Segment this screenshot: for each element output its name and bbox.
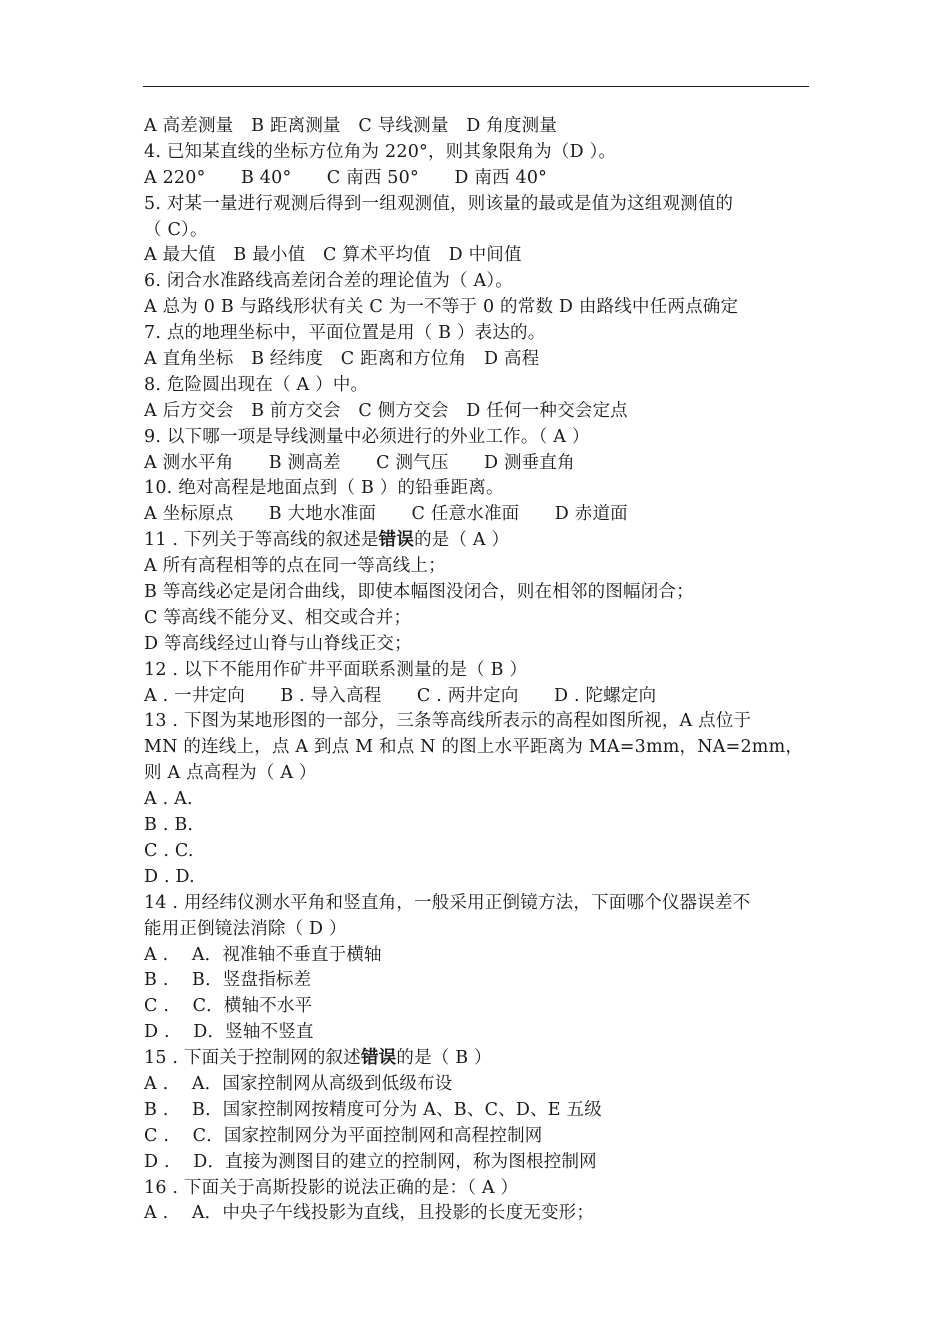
text-line: C . C．国家控制网分为平面控制网和高程控制网 bbox=[144, 1125, 543, 1146]
text-line: A 后方交会 B 前方交会 C 侧方交会 D 任何一种交会定点 bbox=[144, 400, 628, 421]
text-line: 8. 危险圆出现在（ A ）中。 bbox=[144, 374, 369, 395]
text-line: B . B. bbox=[144, 815, 194, 836]
text-line: A 直角坐标 B 经纬度 C 距离和方位角 D 高程 bbox=[144, 349, 540, 370]
text-line: C . C. bbox=[144, 840, 194, 861]
text-line: A 测水平角 B 测高差 C 测气压 D 测垂直角 bbox=[144, 452, 575, 473]
text-line: 5. 对某一量进行观测后得到一组观测值，则该量的最或是值为这组观测值的 bbox=[144, 193, 734, 214]
text-line: A . A．中央子午线投影为直线，且投影的长度无变形； bbox=[144, 1203, 595, 1224]
text-line: 10. 绝对高程是地面点到（ B ）的铅垂距离。 bbox=[144, 478, 504, 499]
text-line: A . A．视准轴不垂直于横轴 bbox=[144, 944, 382, 965]
text-line: B . B．竖盘指标差 bbox=[144, 970, 312, 991]
text-line: B . B．国家控制网按精度可分为 A、B、C、D、E 五级 bbox=[144, 1099, 602, 1120]
text-line: 7. 点的地理坐标中，平面位置是用（ B ）表达的。 bbox=[144, 323, 546, 344]
text-line: C . C．横轴不水平 bbox=[144, 996, 313, 1017]
text-line: 则 A 点高程为（ A ） bbox=[144, 763, 317, 784]
text-line: D . D．竖轴不竖直 bbox=[144, 1022, 314, 1043]
text-line: 12 . 以下不能用作矿井平面联系测量的是（ B ） bbox=[144, 659, 528, 680]
text-line: A 高差测量 B 距离测量 C 导线测量 D 角度测量 bbox=[144, 116, 558, 136]
text-line: A 最大值 B 最小值 C 算术平均值 D 中间值 bbox=[144, 245, 522, 266]
text-line: （ C）。 bbox=[144, 219, 208, 240]
text-line: A 总为 0 B 与路线形状有关 C 为一不等于 0 的常数 D 由路线中任两点确定 bbox=[144, 297, 739, 318]
text-line: A 坐标原点 B 大地水准面 C 任意水准面 D 赤道面 bbox=[144, 504, 628, 525]
text-line: A . A．国家控制网从高级到低级布设 bbox=[144, 1073, 453, 1094]
text-line: D . D．直接为测图目的建立的控制网，称为图根控制网 bbox=[144, 1151, 597, 1172]
text-line: 6. 闭合水准路线高差闭合差的理论值为（ A）。 bbox=[144, 271, 514, 292]
text-line: 11 . 下列关于等高线的叙述是错误的是（ A ） bbox=[144, 530, 510, 551]
text-line: A 220° B 40° C 南西 50° D 南西 40° bbox=[144, 167, 548, 188]
text-line: 13 . 下图为某地形图的一部分，三条等高线所表示的高程如图所视，A 点位于 bbox=[144, 711, 752, 732]
emphasis-text: 错误 bbox=[360, 1048, 397, 1069]
text-line: 能用正倒镜法消除（ D ） bbox=[144, 918, 347, 939]
text-line: A . 一井定向 B . 导入高程 C . 两井定向 D . 陀螺定向 bbox=[144, 685, 657, 706]
text-line: A . A. bbox=[144, 789, 193, 810]
text-line: 16 . 下面关于高斯投影的说法正确的是：（ A ） bbox=[144, 1177, 519, 1198]
text-line: B 等高线必定是闭合曲线，即使本幅图没闭合，则在相邻的图幅闭合； bbox=[144, 582, 694, 603]
question-list bbox=[144, 114, 824, 1227]
text-line: 4. 已知某直线的坐标方位角为 220°，则其象限角为（D ）。 bbox=[144, 141, 617, 162]
text-line: A 所有高程相等的点在同一等高线上； bbox=[144, 556, 446, 577]
text-line: MN 的连线上，点 A 到点 M 和点 N 的图上水平距离为 MA=3mm，NA=2mm， bbox=[144, 737, 804, 758]
text-line: C 等高线不能分叉、相交或合并； bbox=[144, 607, 412, 628]
text-line: D . D. bbox=[144, 866, 195, 887]
text-line: 15 . 下面关于控制网的叙述错误的是（ B ） bbox=[144, 1048, 492, 1069]
text-line: D 等高线经过山脊与山脊线正交； bbox=[144, 633, 412, 654]
emphasis-text: 错误 bbox=[378, 530, 415, 551]
text-line: 9. 以下哪一项是导线测量中必须进行的外业工作。（ A ） bbox=[144, 426, 590, 447]
header-rule bbox=[143, 86, 809, 87]
text-line: 14 . 用经纬仪测水平角和竖直角，一般采用正倒镜方法，下面哪个仪器误差不 bbox=[144, 892, 751, 913]
